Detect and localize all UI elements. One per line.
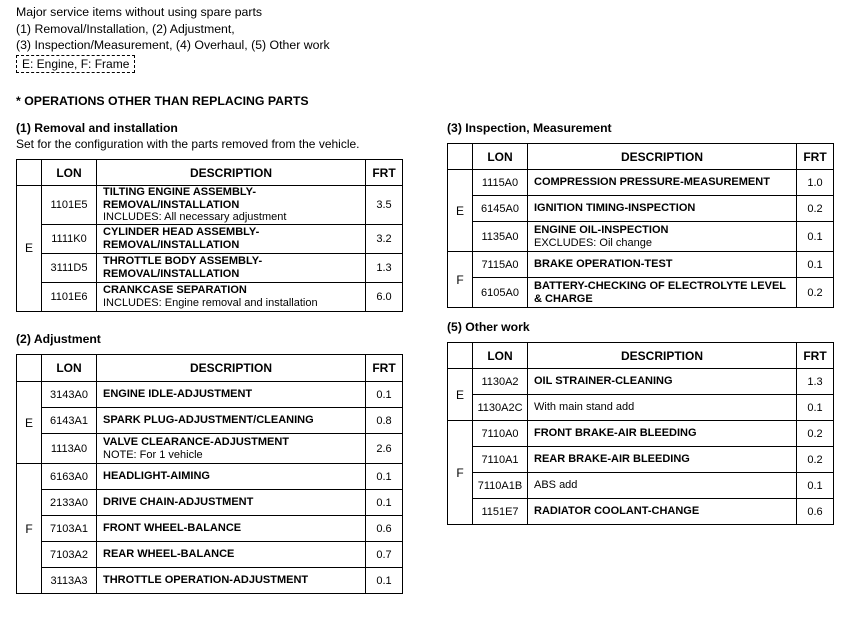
table-header-row: [17, 160, 403, 186]
description-header: DESCRIPTION: [528, 343, 797, 369]
lon-cell: 3143A0: [42, 382, 97, 408]
lon-cell: 7110A1: [473, 447, 528, 473]
table-row: [17, 568, 403, 594]
frt-cell: 1.0: [797, 170, 834, 196]
frt-cell: 3.5: [366, 186, 403, 225]
frt-cell: 6.0: [366, 282, 403, 311]
frt-header: FRT: [366, 160, 403, 186]
frt-cell: 0.1: [797, 222, 834, 252]
description-cell: [528, 196, 797, 222]
frt-cell: 2.6: [366, 434, 403, 464]
adjustment-table: [16, 354, 403, 594]
lon-header: LON: [473, 343, 528, 369]
lon-cell: 1130A2C: [473, 395, 528, 421]
frt-cell: 0.1: [366, 464, 403, 490]
lon-cell: 1115A0: [473, 170, 528, 196]
description-cell: [97, 542, 366, 568]
inspection-title: (3) Inspection, Measurement: [447, 121, 612, 135]
table-row: [448, 447, 834, 473]
description-text: ENGINE IDLE-ADJUSTMENT: [103, 388, 253, 401]
intro-line: (1) Removal/Installation, (2) Adjustment,: [16, 21, 235, 36]
description-cell: [97, 224, 366, 253]
description-text: FRONT WHEEL-BALANCE: [103, 522, 242, 535]
other-title: (5) Other work: [447, 320, 530, 334]
frt-cell: 0.2: [797, 196, 834, 222]
table-row: [448, 278, 834, 308]
frt-cell: 0.2: [797, 278, 834, 308]
description-cell: [97, 490, 366, 516]
lon-cell: 7103A2: [42, 542, 97, 568]
frt-cell: 0.2: [797, 421, 834, 447]
group-cell: E: [17, 382, 42, 464]
table-row: [17, 542, 403, 568]
removal-title: (1) Removal and installation: [16, 121, 178, 135]
other-table: [447, 342, 834, 525]
frt-cell: 1.3: [797, 369, 834, 395]
frt-header: FRT: [797, 144, 834, 170]
table-row: [448, 196, 834, 222]
description-cell: [528, 222, 797, 252]
lon-cell: 1101E5: [42, 186, 97, 225]
lon-cell: 1135A0: [473, 222, 528, 252]
description-cell: [97, 516, 366, 542]
description-cell: [528, 278, 797, 308]
group-header-cell: [448, 343, 473, 369]
description-header: DESCRIPTION: [97, 355, 366, 382]
description-cell: [528, 499, 797, 525]
description-note: NOTE: For 1 vehicle: [103, 448, 203, 461]
description-cell: [528, 369, 797, 395]
description-text: TILTING ENGINE ASSEMBLY-REMOVAL/INSTALLATION: [103, 186, 256, 211]
description-note: ABS add: [534, 479, 578, 492]
lon-cell: 1111K0: [42, 224, 97, 253]
description-cell: [97, 408, 366, 434]
removal-subtitle: Set for the configuration with the parts removed from the vehicle.: [16, 137, 360, 151]
table-row: [17, 224, 403, 253]
lon-cell: 7110A1B: [473, 473, 528, 499]
lon-header: LON: [473, 144, 528, 170]
description-cell: [97, 464, 366, 490]
frt-cell: 0.1: [797, 395, 834, 421]
lon-cell: 1151E7: [473, 499, 528, 525]
description-text: IGNITION TIMING-INSPECTION: [534, 202, 696, 215]
lon-cell: 7110A0: [473, 421, 528, 447]
description-cell: [528, 252, 797, 278]
table-row: [448, 499, 834, 525]
group-cell: E: [448, 170, 473, 252]
description-cell: [97, 253, 366, 282]
lon-header: LON: [42, 355, 97, 382]
frt-cell: 0.6: [366, 516, 403, 542]
group-cell: F: [17, 464, 42, 594]
lon-cell: 2133A0: [42, 490, 97, 516]
intro-text: [16, 4, 330, 54]
group-header-cell: [17, 355, 42, 382]
group-cell: E: [448, 369, 473, 421]
frt-cell: 0.7: [366, 542, 403, 568]
lon-cell: 1130A2: [473, 369, 528, 395]
table-row: [17, 408, 403, 434]
description-cell: [97, 282, 366, 311]
description-note: INCLUDES: Engine removal and installation: [103, 296, 318, 309]
frt-cell: 0.1: [366, 490, 403, 516]
table-row: [448, 369, 834, 395]
lon-cell: 6143A1: [42, 408, 97, 434]
table-row: [17, 516, 403, 542]
frt-header: FRT: [797, 343, 834, 369]
description-text: SPARK PLUG-ADJUSTMENT/CLEANING: [103, 414, 314, 427]
table-header-row: [448, 144, 834, 170]
table-row: [17, 253, 403, 282]
description-text: VALVE CLEARANCE-ADJUSTMENT: [103, 436, 289, 448]
description-text: BRAKE OPERATION-TEST: [534, 258, 673, 271]
table-row: [448, 421, 834, 447]
description-text: HEADLIGHT-AIMING: [103, 470, 210, 483]
table-row: [17, 186, 403, 225]
frt-cell: 3.2: [366, 224, 403, 253]
table-row: [448, 252, 834, 278]
frt-cell: 0.1: [366, 382, 403, 408]
table-row: [448, 170, 834, 196]
group-header-cell: [17, 160, 42, 186]
group-cell: F: [448, 252, 473, 308]
group-cell: E: [17, 186, 42, 312]
lon-header: LON: [42, 160, 97, 186]
description-cell: [528, 421, 797, 447]
table-row: [17, 464, 403, 490]
description-text: BATTERY-CHECKING OF ELECTROLYTE LEVEL & CHARGE: [534, 280, 786, 305]
description-text: FRONT BRAKE-AIR BLEEDING: [534, 427, 697, 440]
description-text: REAR WHEEL-BALANCE: [103, 548, 235, 561]
lon-cell: 6105A0: [473, 278, 528, 308]
group-header-cell: [448, 144, 473, 170]
description-text: DRIVE CHAIN-ADJUSTMENT: [103, 496, 254, 509]
table-row: [448, 222, 834, 252]
description-cell: [528, 447, 797, 473]
description-text: CYLINDER HEAD ASSEMBLY-REMOVAL/INSTALLATION: [103, 226, 260, 251]
lon-cell: 3113A3: [42, 568, 97, 594]
table-row: [17, 434, 403, 464]
page-heading: * OPERATIONS OTHER THAN REPLACING PARTS: [16, 94, 309, 108]
description-text: REAR BRAKE-AIR BLEEDING: [534, 453, 690, 466]
adjustment-title: (2) Adjustment: [16, 332, 101, 346]
description-text: ENGINE OIL-INSPECTION: [534, 224, 669, 236]
description-header: DESCRIPTION: [97, 160, 366, 186]
frt-cell: 0.2: [797, 447, 834, 473]
description-text: RADIATOR COOLANT-CHANGE: [534, 505, 700, 518]
description-cell: [97, 568, 366, 594]
description-note: With main stand add: [534, 401, 635, 414]
description-header: DESCRIPTION: [528, 144, 797, 170]
description-text: OIL STRAINER-CLEANING: [534, 375, 673, 388]
intro-line: (3) Inspection/Measurement, (4) Overhaul, (5) Other work: [16, 38, 330, 52]
lon-cell: 7103A1: [42, 516, 97, 542]
lon-cell: 3111D5: [42, 253, 97, 282]
table-header-row: [448, 343, 834, 369]
lon-cell: 1113A0: [42, 434, 97, 464]
table-row: [448, 395, 834, 421]
table-row: [448, 473, 834, 499]
removal-table: [16, 159, 403, 312]
lon-cell: 6163A0: [42, 464, 97, 490]
table-row: [17, 382, 403, 408]
group-cell: F: [448, 421, 473, 525]
frt-cell: 0.1: [797, 252, 834, 278]
group-legend: E: Engine, F: Frame: [16, 55, 135, 73]
description-cell: [528, 395, 797, 421]
frt-cell: 0.1: [797, 473, 834, 499]
table-header-row: [17, 355, 403, 382]
frt-cell: 0.6: [797, 499, 834, 525]
description-cell: [97, 434, 366, 464]
description-text: THROTTLE OPERATION-ADJUSTMENT: [103, 574, 309, 587]
frt-cell: 1.3: [366, 253, 403, 282]
lon-cell: 6145A0: [473, 196, 528, 222]
frt-cell: 0.1: [366, 568, 403, 594]
table-row: [17, 282, 403, 311]
frt-cell: 0.8: [366, 408, 403, 434]
description-text: THROTTLE BODY ASSEMBLY-REMOVAL/INSTALLATION: [103, 255, 263, 280]
intro-line: Major service items without using spare parts: [16, 5, 263, 19]
description-cell: [528, 170, 797, 196]
description-note: INCLUDES: All necessary adjustment: [103, 211, 287, 223]
description-text: COMPRESSION PRESSURE-MEASUREMENT: [534, 176, 770, 189]
description-note: EXCLUDES: Oil change: [534, 236, 652, 249]
description-text: CRANKCASE SEPARATION: [103, 284, 247, 296]
lon-cell: 7115A0: [473, 252, 528, 278]
table-row: [17, 490, 403, 516]
frt-header: FRT: [366, 355, 403, 382]
description-cell: [528, 473, 797, 499]
inspection-table: [447, 143, 834, 308]
lon-cell: 1101E6: [42, 282, 97, 311]
description-cell: [97, 186, 366, 225]
description-cell: [97, 382, 366, 408]
